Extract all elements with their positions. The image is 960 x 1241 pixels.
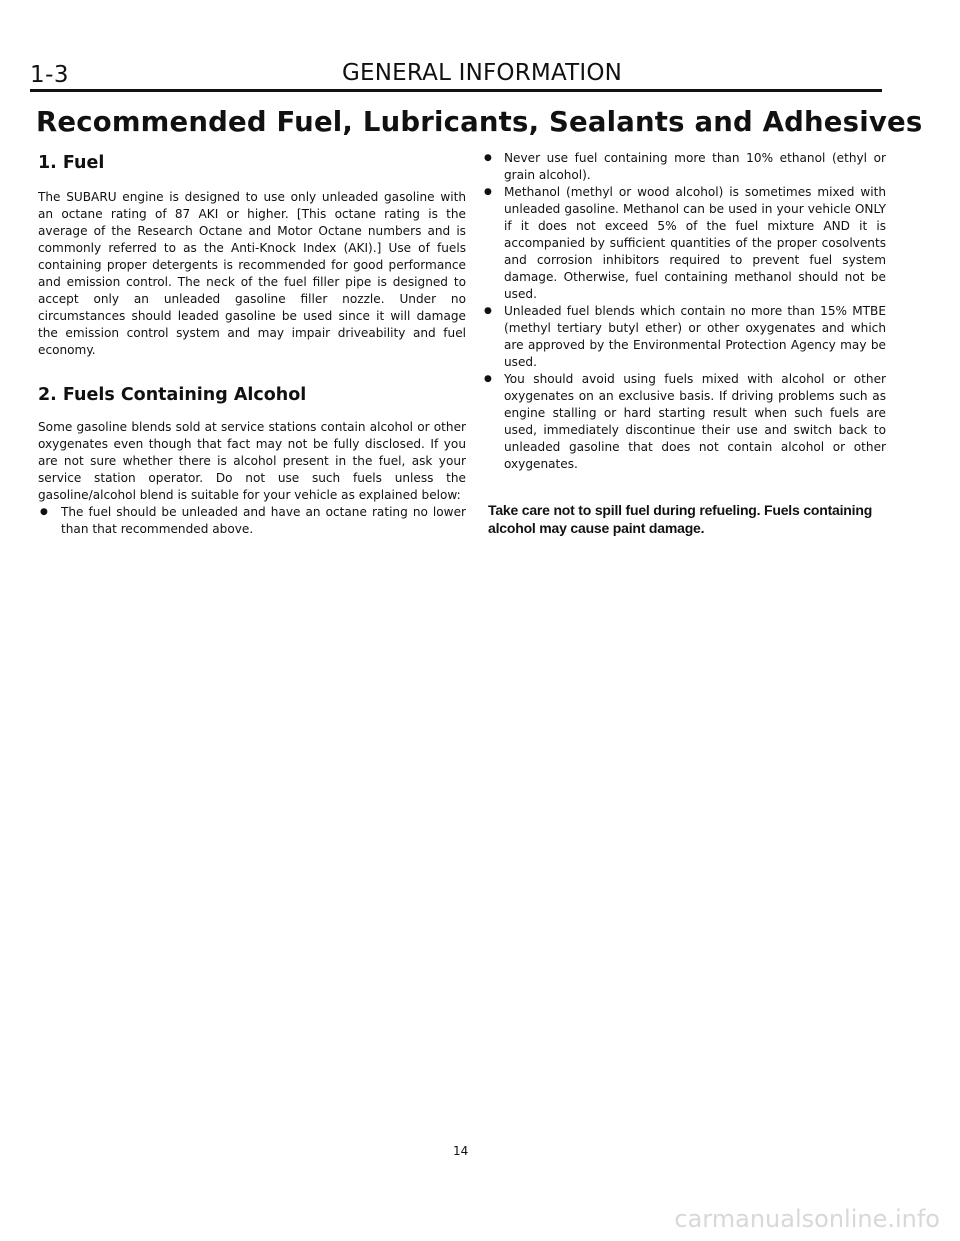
page-number: 14 (453, 1144, 469, 1158)
page-header (30, 56, 882, 92)
bullet-icon: ● (484, 153, 492, 163)
section-title: GENERAL INFORMATION (342, 60, 623, 86)
list-item (484, 184, 886, 303)
bullet-icon: ● (40, 507, 48, 517)
right-column (484, 150, 886, 537)
list-item (38, 504, 466, 538)
header-rule (30, 89, 882, 92)
list-item-text: Never use fuel containing more than 10% ethanol (ethyl or grain alcohol). (504, 151, 886, 182)
section-number: 1-3 (30, 62, 70, 88)
page-title: Recommended Fuel, Lubricants, Sealants and Adhesives (36, 106, 923, 138)
bullet-icon: ● (484, 306, 492, 316)
left-column (38, 150, 466, 538)
alcohol-paragraph: Some gasoline blends sold at service stations contain alcohol or other oxygenates even though that fact may not be fully disclosed. If you are not sure whether there is alcohol present in the fuel, ask your service station operator. Do not use such fuels unless the gasoline/alcohol blend is suitable for your vehicle as explained below: (38, 420, 466, 502)
bullet-icon: ● (484, 374, 492, 384)
list-item-text: Unleaded fuel blends which contain no more than 15% MTBE (methyl tertiary butyl ether) or other oxygenates and which are approved by the Environmental Protection Agency may be used. (504, 304, 886, 369)
alcohol-bullet-list-right (484, 150, 886, 473)
watermark: carmanualsonline.info (674, 1205, 940, 1233)
alcohol-heading: 2. Fuels Containing Alcohol (38, 385, 307, 405)
list-item-text: You should avoid using fuels mixed with alcohol or other oxygenates on an exclusive basis. If driving problems such as engine stalling or hard starting result when such fuels are used, immediately discontinue their use and switch back to unleaded gasoline that does not contain alcohol or other oxygenates. (504, 372, 886, 471)
list-item (484, 150, 886, 184)
list-item-text: Methanol (methyl or wood alcohol) is sometimes mixed with unleaded gasoline. Methanol can be used in your vehicle ONLY if it does not exceed 5% of the fuel mixture AND it is accompanied by sufficient quantities of the proper cosolvents and corrosion inhibitors required to prevent fuel system damage. Otherwise, fuel containing methanol should not be used. (504, 185, 886, 301)
list-item (484, 371, 886, 473)
fuel-heading: 1. Fuel (38, 153, 105, 173)
list-item-text: The fuel should be unleaded and have an octane rating no lower than that recommended above. (61, 505, 466, 536)
list-item (484, 303, 886, 371)
paint-damage-warning: Take care not to spill fuel during refueling. Fuels containing alcohol may cause paint damage. (488, 502, 873, 536)
bullet-icon: ● (484, 187, 492, 197)
fuel-paragraph: The SUBARU engine is designed to use only unleaded gasoline with an octane rating of 87 AKI or higher. [This octane rating is the average of the Research Octane and Motor Octane numbers and is commonly referred to as the Anti-Knock Index (AKI).] Use of fuels containing proper detergents is recommended for good performance and emission control. The neck of the fuel filler pipe is designed to accept only an unleaded gasoline filler nozzle. Under no circumstances should leaded gasoline be used since it will damage the emission control system and may impair driveability and fuel economy. (38, 190, 466, 357)
alcohol-bullet-list-left (38, 504, 466, 538)
